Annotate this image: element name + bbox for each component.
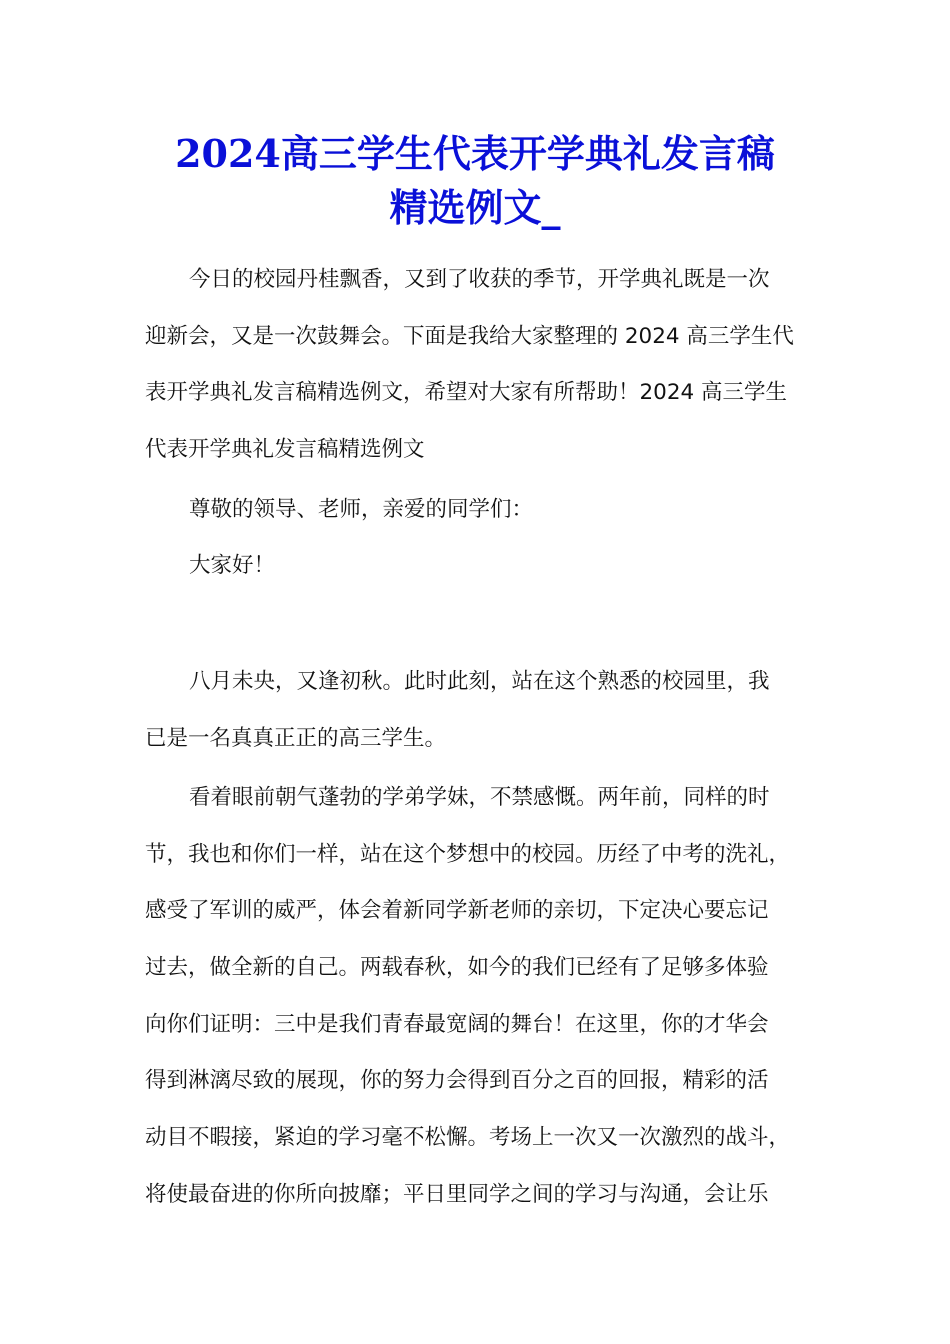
- paragraph-line: 表开学典礼发言稿精选例文，希望对大家有所帮助！2024 高三学生: [145, 380, 788, 406]
- paragraph-greeting: [145, 538, 815, 595]
- paragraph-line: 看着眼前朝气蓬勃的学弟学妹，不禁感慨。两年前，同样的时: [189, 785, 770, 810]
- paragraph-line: 八月未央，又逢初秋。此时此刻，站在这个熟悉的校园里，我: [189, 669, 770, 694]
- document-title-line-2: 精选例文_: [389, 185, 561, 230]
- paragraph-salutation: [145, 482, 815, 539]
- paragraph-line: 大家好！: [189, 553, 276, 578]
- paragraph-line: 已是一名真真正正的高三学生。: [145, 725, 447, 751]
- paragraph-reflection: [145, 770, 815, 1224]
- paragraph-autumn: [145, 654, 815, 767]
- paragraph-intro: [145, 252, 815, 479]
- document-title-line-1: 2024高三学生代表开学典礼发言稿: [175, 131, 775, 176]
- paragraph-line: 向你们证明：三中是我们青春最宽阔的舞台！在这里，你的才华会: [145, 1011, 769, 1037]
- paragraph-line: 尊敬的领导、老师，亲爱的同学们：: [189, 497, 534, 522]
- paragraph-line: 节，我也和你们一样，站在这个梦想中的校园。历经了中考的洗礼，: [145, 841, 791, 867]
- paragraph-line: 过去，做全新的自己。两载春秋，如今的我们已经有了足够多体验: [145, 955, 769, 981]
- paragraph-line: 将使最奋进的你所向披靡；平日里同学之间的学习与沟通，会让乐: [145, 1181, 769, 1207]
- paragraph-line: 动目不暇接，紧迫的学习毫不松懈。考场上一次又一次激烈的战斗，: [145, 1125, 791, 1151]
- paragraph-line: 今日的校园丹桂飘香，又到了收获的季节，开学典礼既是一次: [189, 267, 770, 292]
- paragraph-line: 得到淋漓尽致的展现，你的努力会得到百分之百的回报，精彩的活: [145, 1068, 769, 1094]
- paragraph-line: 迎新会，又是一次鼓舞会。下面是我给大家整理的 2024 高三学生代: [145, 323, 794, 349]
- paragraph-line: 代表开学典礼发言稿精选例文: [145, 437, 425, 463]
- paragraph-line: 感受了军训的威严，体会着新同学新老师的亲切，下定决心要忘记: [145, 898, 769, 924]
